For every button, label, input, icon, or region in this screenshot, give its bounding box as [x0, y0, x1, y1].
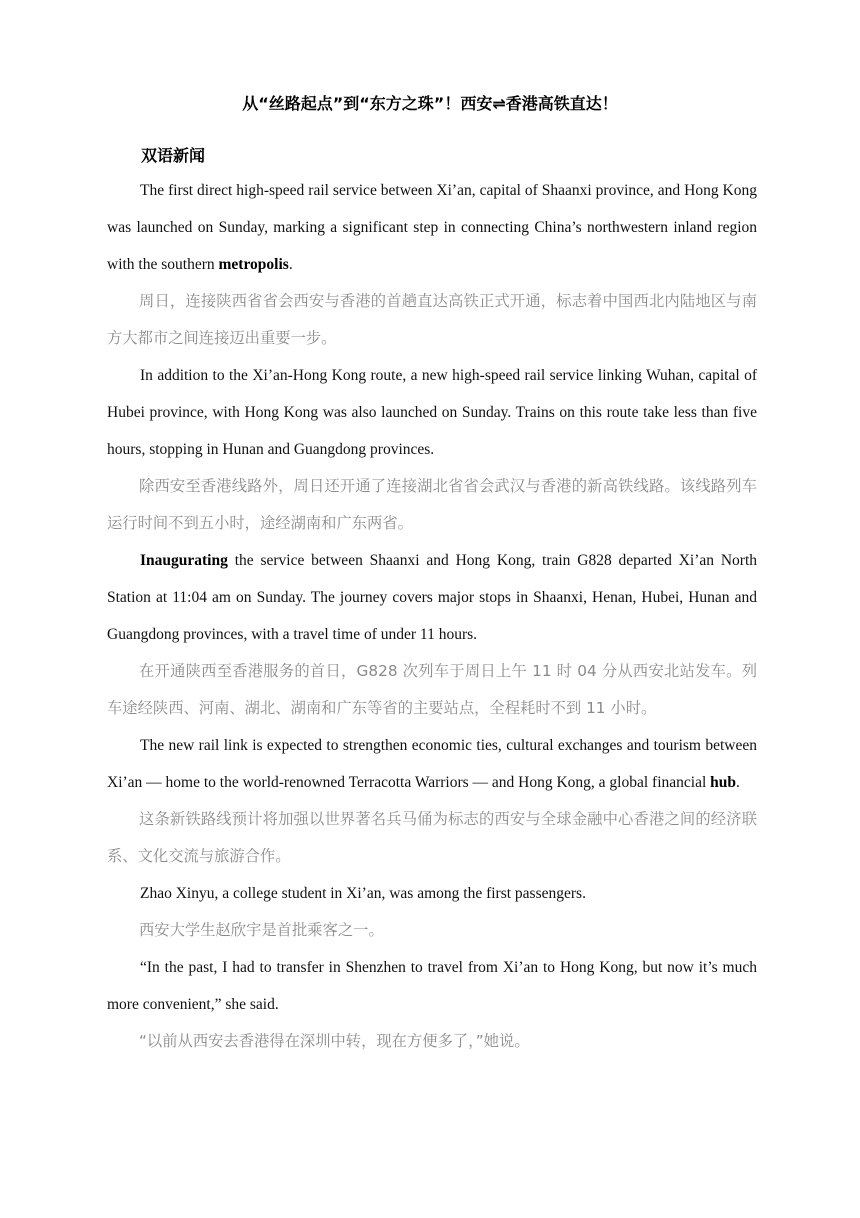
paragraph-zh-5: 西安大学生赵欣宇是首批乘客之一。: [139, 921, 384, 939]
paragraph-zh-1: 周日，连接陕西省省会西安与香港的首趟直达高铁正式开通，标志着中国西北内陆地区与南方大都市之间连接迈出重要一步。: [107, 292, 757, 347]
paragraph-en-5: Zhao Xinyu, a college student in Xi’an, was among the first passengers.: [140, 885, 586, 902]
bold-term: hub: [710, 774, 737, 791]
paragraph-zh-4: 这条新铁路线预计将加强以世界著名兵马俑为标志的西安与全球金融中心香港之间的经济联系、文化交流与旅游合作。: [107, 810, 757, 865]
paragraph-en-6: “In the past, I had to transfer in Shenzhen to travel from Xi’an to Hong Kong, but now it’s much more convenient,” she said.: [107, 959, 757, 1013]
article-title: 从“丝路起点”到“东方之珠”！西安⇌香港高铁直达！: [242, 94, 618, 113]
section-heading: 双语新闻: [141, 146, 206, 165]
paragraph-zh-2: 除西安至香港线路外，周日还开通了连接湖北省省会武汉与香港的新高铁线路。该线路列车运行时间不到五小时，途经湖南和广东两省。: [107, 477, 757, 532]
bold-term: metropolis: [218, 256, 289, 273]
paragraph-en-4: The new rail link is expected to strengthen economic ties, cultural exchanges and tourism between Xi’an — home to the world-renowned Terracotta Warriors — and Hong Kong, a global financial hub.: [107, 737, 757, 791]
paragraph-zh-6: “以前从西安去香港得在深圳中转，现在方便多了，”她说。: [139, 1032, 530, 1050]
paragraph-zh-3: 在开通陕西至香港服务的首日，G828 次列车于周日上午 11 时 04 分从西安北站发车。列车途经陕西、河南、湖北、湖南和广东等省的主要站点，全程耗时不到 11 小时。: [107, 662, 757, 717]
paragraph-en-1: The first direct high-speed rail service between Xi’an, capital of Shaanxi province, and Hong Kong was launched on Sunday, marking a significant step in connecting China’s northwestern inland region with the southern metropolis.: [107, 182, 757, 273]
paragraph-en-2: In addition to the Xi’an-Hong Kong route, a new high-speed rail service linking Wuhan, capital of Hubei province, with Hong Kong was also launched on Sunday. Trains on this route take less than five hours, stopping in Hunan and Guangdong provinces.: [107, 367, 757, 458]
paragraph-en-3: Inaugurating the service between Shaanxi and Hong Kong, train G828 departed Xi’an North Station at 11:04 am on Sunday. The journey covers major stops in Shaanxi, Henan, Hubei, Hunan and Guangdong provinces, with a travel time of under 11 hours.: [107, 552, 757, 643]
article-body: [107, 172, 757, 1060]
bold-term: Inaugurating: [140, 552, 228, 569]
